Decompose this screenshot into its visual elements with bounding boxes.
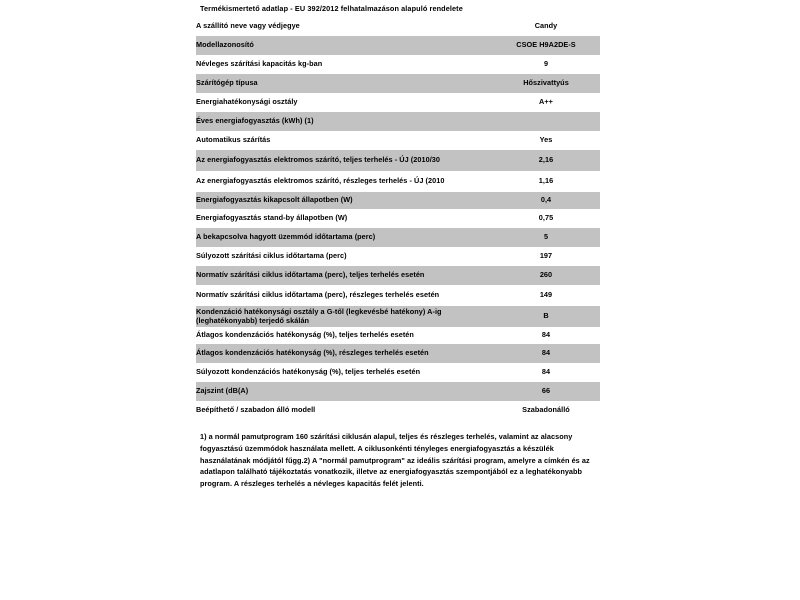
row-value: 9 [492, 55, 600, 74]
table-row [196, 112, 600, 131]
row-value: 5 [492, 228, 600, 247]
row-label: Energiafogyasztás stand-by állapotben (W) [196, 209, 492, 228]
row-label: Szárítógép típusa [196, 74, 492, 93]
row-value: 2,16 [492, 150, 600, 171]
row-label: Zajszint (dB(A) [196, 382, 492, 401]
footnote-text: 1) a normál pamutprogram 160 szárítási ciklusán alapul, teljes és részleges terhelés, valamint az alacsony fogyasztású üzemmódok használata mellett. A ciklusonkénti tényleges energiafogyasztás a készülék használatának módjától fűgg.2) A "normál pamutprogram" az ideális szárítási program, amelyre a címkén és az adatlapon található tájékoztatás vonatkozik, illetve az energiafogyasztás szempontjából ez a leghatékonyabb program. A részleges terhelés a névleges kapacitás felét jelenti. [200, 432, 590, 489]
table-row [196, 306, 600, 327]
table-row [196, 93, 600, 112]
row-label: Normatív szárítási ciklus időtartama (perc), részleges terhelés esetén [196, 285, 492, 306]
row-value: Candy [492, 17, 600, 36]
table-row [196, 74, 600, 93]
row-label: Energiahatékonysági osztály [196, 93, 492, 112]
row-value: 0,4 [492, 192, 600, 209]
document-title: Termékismertető adatlap - EU 392/2012 felhatalmazáson alapuló rendelete [200, 4, 463, 13]
row-label: A szállító neve vagy védjegye [196, 17, 492, 36]
row-value: 84 [492, 363, 600, 382]
table-row [196, 171, 600, 192]
table-row [196, 55, 600, 74]
table-row [196, 131, 600, 150]
row-value: 66 [492, 382, 600, 401]
table-row [196, 363, 600, 382]
table-row [196, 17, 600, 36]
table-row [196, 382, 600, 401]
row-value: 149 [492, 285, 600, 306]
row-label: Energiafogyasztás kikapcsolt állapotben (W) [196, 192, 492, 209]
row-value: B [492, 306, 600, 327]
row-value: 84 [492, 327, 600, 344]
row-label: A bekapcsolva hagyott üzemmód időtartama (perc) [196, 228, 492, 247]
table-row [196, 209, 600, 228]
row-label: Az energiafogyasztás elektromos szárító, részleges terhelés - ÚJ (2010 [196, 171, 492, 192]
row-label: Normatív szárítási ciklus időtartama (perc), teljes terhelés esetén [196, 266, 492, 285]
table-row [196, 344, 600, 363]
table-row [196, 266, 600, 285]
row-label: Átlagos kondenzációs hatékonyság (%), teljes terhelés esetén [196, 327, 492, 344]
table-row [196, 285, 600, 306]
row-label: Kondenzáció hatékonysági osztály a G-től (legkevésbé hatékony) A-ig (leghatékonyabb) terjedő skálán [196, 306, 492, 327]
row-value [492, 112, 600, 131]
row-value: 260 [492, 266, 600, 285]
row-value: 197 [492, 247, 600, 266]
row-label: Automatikus szárítás [196, 131, 492, 150]
row-value: 84 [492, 344, 600, 363]
product-fiche-table [196, 17, 600, 420]
row-value: Hőszivattyús [492, 74, 600, 93]
row-value: Yes [492, 131, 600, 150]
row-label: Névleges szárítási kapacitás kg-ban [196, 55, 492, 74]
row-value: CSOE H9A2DE-S [492, 36, 600, 55]
table-row [196, 327, 600, 344]
row-label: Beépíthető / szabadon álló modell [196, 401, 492, 420]
table-row [196, 247, 600, 266]
row-label: Súlyozott szárítási ciklus időtartama (perc) [196, 247, 492, 266]
row-label: Súlyozott kondenzációs hatékonyság (%), teljes terhelés esetén [196, 363, 492, 382]
product-fiche-sheet [196, 0, 600, 490]
row-label: Éves energiafogyasztás (kWh) (1) [196, 112, 492, 131]
table-row [196, 36, 600, 55]
row-value: A++ [492, 93, 600, 112]
row-label: Modellazonosító [196, 36, 492, 55]
row-label: Az energiafogyasztás elektromos szárító, teljes terhelés - ÚJ (2010/30 [196, 150, 492, 171]
table-row [196, 192, 600, 209]
table-row [196, 401, 600, 420]
table-row [196, 228, 600, 247]
row-value: 0,75 [492, 209, 600, 228]
table-row [196, 150, 600, 171]
row-label: Átlagos kondenzációs hatékonyság (%), részleges terhelés esetén [196, 344, 492, 363]
row-value: 1,16 [492, 171, 600, 192]
row-value: Szabadonálló [492, 401, 600, 420]
